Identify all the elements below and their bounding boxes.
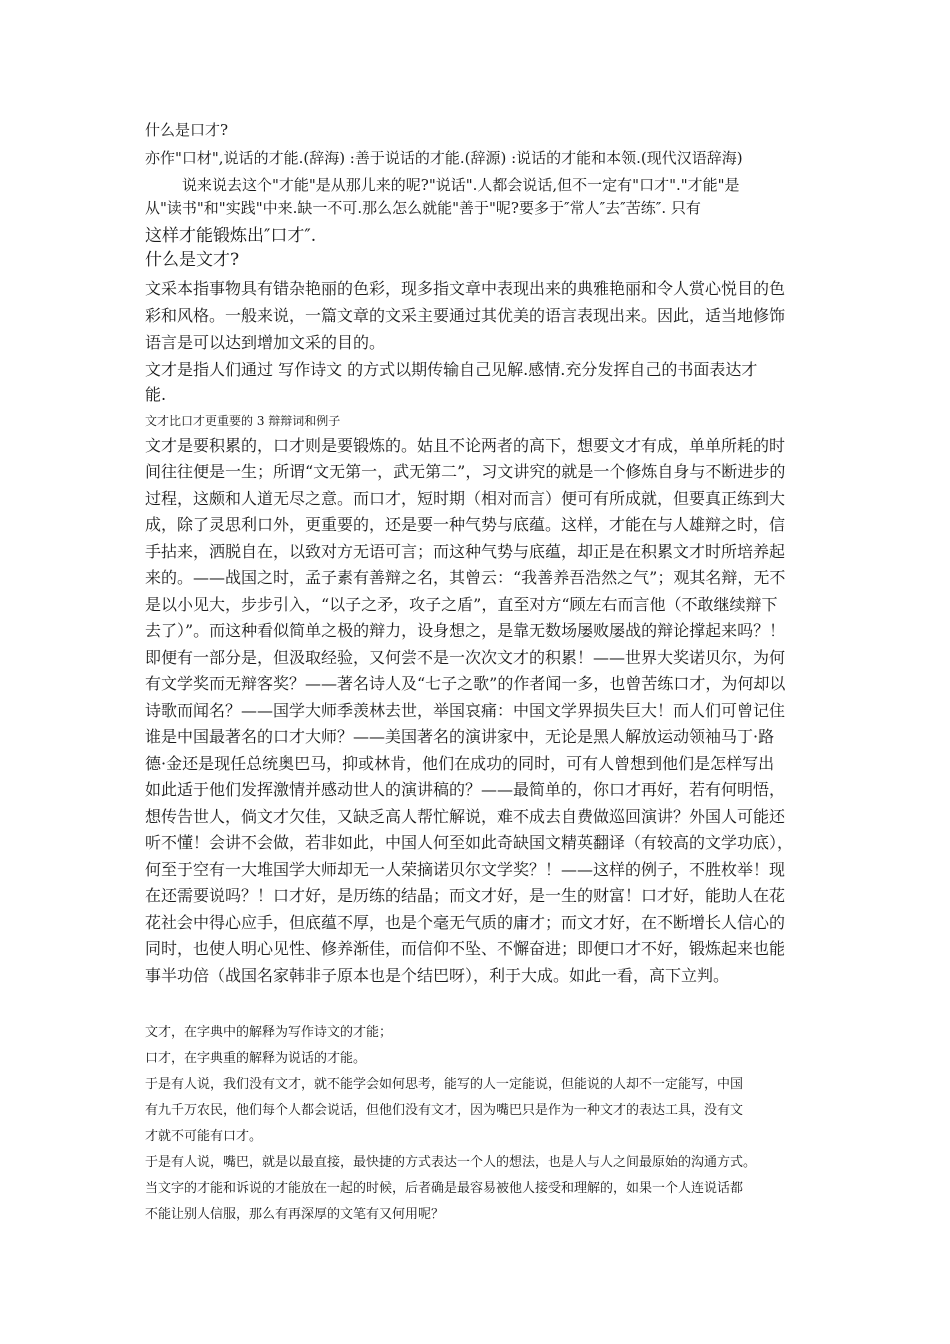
literary-paragraph-line: 语言是可以达到增加文采的目的。 [145, 333, 386, 352]
debate-line: 文才是要积累的，口才则是要锻炼的。姑且不论两者的高下，想要文才有成，单单所耗的时 [145, 436, 786, 455]
argument-line: 才就不可能有口才。 [145, 1129, 263, 1144]
debate-line: 有文学奖而无辩客奖？——著名诗人及“七子之歌”的作者闻一多，也曾苦练口才，为何却以 [145, 674, 786, 693]
dictionary-line: 文才，在字典中的解释为写作诗文的才能； [145, 1025, 393, 1040]
debate-line: 过程，这颇和人道无尽之意。而口才，短时期（相对而言）便可有所成就，但要真正练到大 [145, 489, 786, 508]
debate-line: 如此适于他们发挥激情并感动世人的演讲稿的？——最简单的，你口才再好，若有何明悟， [145, 780, 786, 799]
debate-line: 成，除了灵思利口外，更重要的，还是要一种气势与底蕴。这样，才能在与人雄辩之时，信 [145, 515, 786, 534]
literary-definition-line: 文才是指人们通过 写作诗文 的方式以期传输自己见解.感情.充分发挥自己的书面表达才 [145, 360, 758, 379]
argument-line: 不能让别人信服，那么有再深厚的文笔有又何用呢？ [145, 1207, 445, 1222]
eloquence-paragraph-line: 说来说去这个"才能"是从那儿来的呢?"说话".人都会说话,但不一定有"口才"."才能"是 [182, 176, 740, 194]
literary-paragraph-line: 文采本指事物具有错杂艳丽的色彩，现多指文章中表现出来的典雅艳丽和令人赏心悦目的色 [145, 279, 786, 298]
debate-line: 谁是中国最著名的口才大师？——美国著名的演讲家中，无论是黑人解放运动领袖马丁·路 [145, 727, 775, 746]
argument-line: 于是有人说，我们没有文才，就不能学会如何思考，能写的人一定能说，但能说的人却不一定能写，中国 [145, 1077, 744, 1092]
debate-line: 来的。——战国之时，孟子素有善辩之名，其曾云：“我善养吾浩然之气”；观其名辩，无不 [145, 568, 786, 587]
heading-what-is-eloquence: 什么是口才? [145, 121, 229, 139]
argument-line: 有九千万农民，他们每个人都会说话，但他们没有文才，因为嘴巴只是作为一种文才的表达工具，没有文 [145, 1103, 744, 1118]
literary-definition-line: 能. [145, 385, 167, 404]
eloquence-definition: 亦作"口材",说话的才能.(辞海) :善于说话的才能.(辞源) :说话的才能和本领.(现代汉语辞海) [145, 149, 743, 167]
debate-line: 花社会中得心应手，但底蕴不厚，也是个毫无气质的庸才；而文才好，在不断增长人信心的 [145, 913, 786, 932]
debate-line: 间往往便是一生；所谓“文无第一，武无第二”，习文讲究的就是一个修炼自身与不断进步的 [145, 462, 786, 481]
debate-line: 在还需要说吗？！口才好，是历练的结晶；而文才好，是一生的财富！口才好，能助人在花 [145, 886, 786, 905]
argument-line: 当文字的才能和诉说的才能放在一起的时候，后者确是最容易被他人接受和理解的，如果一个人连说话都 [145, 1181, 744, 1196]
debate-line: 手拈来，洒脱自在，以致对方无语可言；而这种气势与底蕴，却正是在积累文才时所培养起 [145, 542, 786, 561]
eloquence-paragraph-line: 从"读书"和"实践"中来.缺一不可.那么怎么就能"善于"呢?要多于″常人″去″苦练″. 只有 [145, 199, 701, 217]
argument-line: 于是有人说，嘴巴，就是以最直接，最快捷的方式表达一个人的想法，也是人与人之间最原始的沟通方式。 [145, 1155, 757, 1170]
debate-line: 诗歌而闻名？——国学大师季羡林去世，举国哀痛：中国文学界损失巨大！而人们可曾记住 [145, 701, 786, 720]
debate-line: 想传告世人，倘文才欠佳，又缺乏高人帮忙解说，难不成去自费做巡回演讲？外国人可能还 [145, 807, 786, 826]
debate-line: 何至于空有一大堆国学大师却无一人荣摘诺贝尔文学奖？！——这样的例子，不胜枚举！现 [145, 860, 786, 879]
debate-heading: 文才比口才更重要的 3 辩辩词和例子 [145, 414, 341, 428]
heading-what-is-literary-talent: 什么是文才? [145, 250, 240, 270]
literary-paragraph-line: 彩和风格。一般来说，一篇文章的文采主要通过其优美的语言表现出来。因此，适当地修饰 [145, 306, 786, 325]
dictionary-line: 口才，在字典重的解释为说话的才能。 [145, 1051, 367, 1066]
debate-line: 同时，也使人明心见性、修养渐佳，而信仰不坠、不懈奋进；即便口才不好，锻炼起来也能 [145, 939, 786, 958]
debate-line: 去了）”。而这种看似简单之极的辩力，设身想之，是靠无数场屡败屡战的辩论撑起来吗？！ [145, 621, 786, 640]
debate-line: 听不懂！会讲不会做，若非如此，中国人何至如此奇缺国文精英翻译（有较高的文学功底）， [145, 833, 794, 852]
debate-line: 德·金还是现任总统奥巴马，抑或林肯，他们在成功的同时，可有人曾想到他们是怎样写出 [145, 754, 775, 773]
eloquence-paragraph-line: 这样才能锻炼出″口才″. [145, 226, 317, 246]
debate-line: 是以小见大，步步引入，“以子之矛，攻子之盾”，直至对方“顾左右而言他（不敢继续辩下 [145, 595, 778, 614]
debate-line: 即便有一部分是，但汲取经验，又何尝不是一次次文才的积累！——世界大奖诺贝尔，为何 [145, 648, 786, 667]
debate-line: 事半功倍（战国名家韩非子原本也是个结巴呀），利于大成。如此一看，高下立判。 [145, 966, 730, 985]
